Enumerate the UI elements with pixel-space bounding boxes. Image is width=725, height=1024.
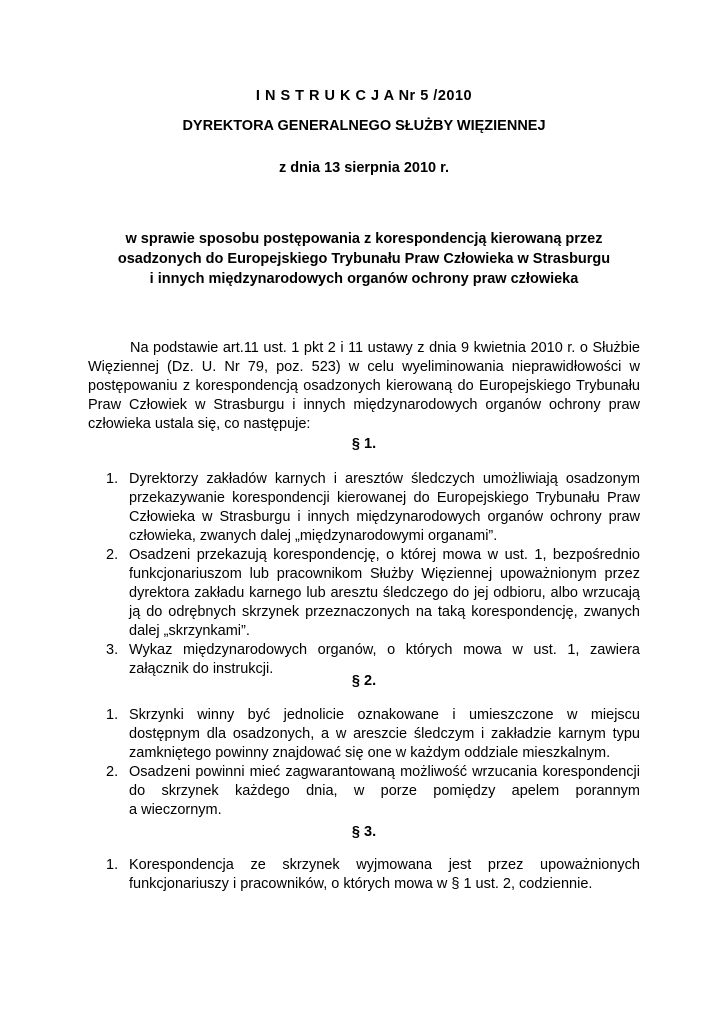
section-heading: § 1. [351, 436, 377, 452]
section-heading: § 3. [351, 824, 377, 840]
intro-line: postępowaniu z korespondencją osadzonych kierowaną do Europejskiego Trybunału [88, 378, 640, 394]
list-item-line: funkcjonariuszom lub pracownikom Służby Więziennej upoważnionym przez [129, 566, 640, 582]
section-heading: § 2. [351, 673, 377, 689]
list-item-line: Dyrektorzy zakładów karnych i aresztów śledczych umożliwiają osadzonym [129, 471, 640, 487]
list-item-line: dyrektora zakładu karnego lub aresztu śledczego do jej odbioru, albo wrzucają [129, 585, 640, 601]
list-item-line: ją do odrębnych skrzynek przeznaczonych na taką korespondencję, zwanych [129, 604, 640, 620]
section-list [106, 856, 640, 894]
list-item-number: 2. [106, 547, 119, 563]
list-item [106, 546, 640, 641]
intro-line: Więziennej (Dz. U. Nr 79, poz. 523) w celu wyeliminowania nieprawidłowości w [88, 359, 640, 375]
intro-line: człowieka ustala się, co następuje: [88, 416, 311, 432]
subject-line: w sprawie sposobu postępowania z korespondencją kierowaną przez [125, 231, 603, 247]
list-item-line: załącznik do instrukcji. [129, 661, 274, 677]
list-item-line: Osadzeni powinni mieć zagwarantowaną możliwość wrzucania korespondencji [129, 764, 640, 780]
list-item [106, 706, 640, 763]
list-item-line: dalej „skrzynkami”. [129, 623, 250, 639]
list-item-line: Korespondencja ze skrzynek wyjmowana jest przez upoważnionych [129, 857, 640, 873]
list-item-line: Osadzeni przekazują korespondencję, o której mowa w ust. 1, bezpośrednio [129, 547, 640, 563]
list-item-line: Człowieka w Strasburgu i innych międzynarodowych organów ochrony praw [129, 509, 640, 525]
subject-line: osadzonych do Europejskiego Trybunału Praw Człowieka w Strasburgu [117, 251, 611, 267]
intro-paragraph [88, 339, 640, 434]
section-list [106, 470, 640, 679]
list-item-line: do skrzynek każdego dnia, w porze pomiędzy apelem porannym [129, 783, 640, 799]
list-item-line: zamkniętego powinny znajdować się one w każdym oddziale mieszkalnym. [129, 745, 611, 761]
document-title: I N S T R U K C J A Nr 5 /2010 [255, 88, 473, 104]
list-item-line: przekazywanie korespondencji kierowanej do Europejskiego Trybunału Praw [129, 490, 640, 506]
intro-line: Praw Człowiek w Strasburgu i innych międzynarodowych organów ochrony praw [88, 397, 640, 413]
intro-line: Na podstawie art.11 ust. 1 pkt 2 i 11 ustawy z dnia 9 kwietnia 2010 r. o Służbie [130, 340, 640, 356]
list-item-number: 1. [106, 471, 119, 487]
subject-line: i innych międzynarodowych organów ochrony praw człowieka [149, 271, 579, 287]
list-item [106, 856, 640, 894]
list-item-number: 1. [106, 857, 119, 873]
list-item-line: dostępnym dla osadzonych, a w areszcie śledczym i zakładzie karnym typu [129, 726, 640, 742]
document-subject [88, 229, 640, 289]
list-item-line: Skrzynki winny być jednolicie oznakowane i umieszczone w miejscu [129, 707, 640, 723]
list-item-number: 3. [106, 642, 119, 658]
list-item-number: 2. [106, 764, 119, 780]
list-item [106, 763, 640, 820]
list-item-line: funkcjonariuszy i pracowników, o których mowa w § 1 ust. 2, codziennie. [129, 876, 593, 892]
list-item-number: 1. [106, 707, 119, 723]
list-item-line: a wieczornym. [129, 802, 222, 818]
document-date: z dnia 13 sierpnia 2010 r. [278, 160, 450, 176]
list-item [106, 470, 640, 546]
list-item-line: Wykaz międzynarodowych organów, o których mowa w ust. 1, zawiera [129, 642, 640, 658]
section-list [106, 706, 640, 820]
list-item-line: człowieka, zwanych dalej „międzynarodowymi organami”. [129, 528, 498, 544]
document-issuer: DYREKTORA GENERALNEGO SŁUŻBY WIĘZIENNEJ [182, 118, 546, 134]
